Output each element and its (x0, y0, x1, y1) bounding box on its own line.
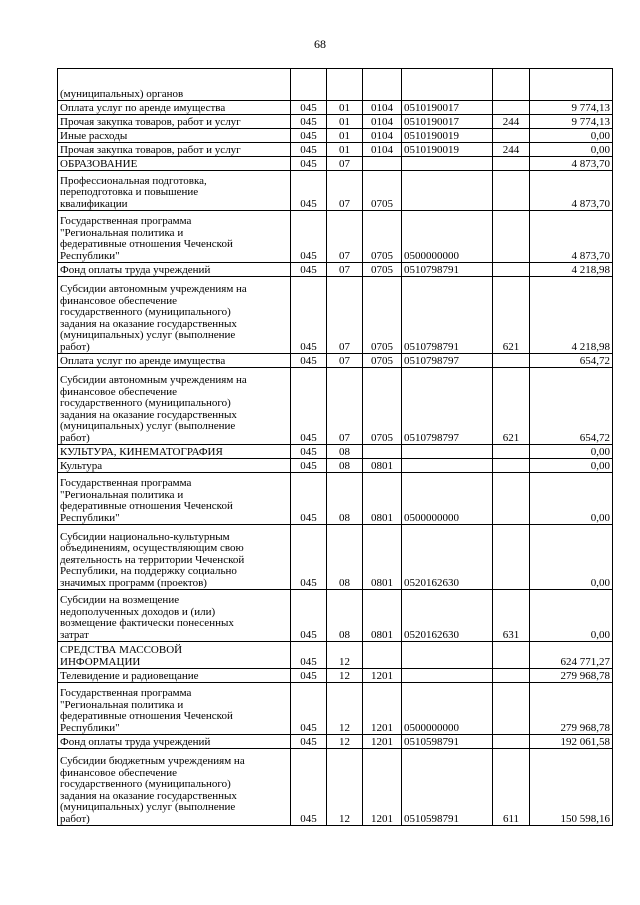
target-article-cell: 0520162630 (402, 525, 493, 590)
expense-type-cell (493, 445, 530, 459)
target-article-cell: 0520162630 (402, 590, 493, 642)
amount-cell: 4 873,70 (530, 171, 613, 211)
target-article-cell: 0510798791 (402, 277, 493, 354)
target-article-cell: 0500000000 (402, 211, 493, 263)
expense-type-cell: 611 (493, 749, 530, 826)
table-row (58, 115, 613, 129)
section-code-cell: 01 (327, 115, 363, 129)
section-code-cell (327, 69, 363, 101)
row-name-cell: Телевидение и радиовещание (58, 669, 291, 683)
row-name-cell: Иные расходы (58, 129, 291, 143)
section-code-cell: 08 (327, 473, 363, 525)
row-name-cell: Культура (58, 459, 291, 473)
row-name-cell: Субсидии на возмещение недополученных доходов и (или) возмещение фактически понесенных затрат (58, 590, 291, 642)
section-code-cell: 12 (327, 735, 363, 749)
expense-type-cell (493, 525, 530, 590)
row-name-cell: КУЛЬТУРА, КИНЕМАТОГРАФИЯ (58, 445, 291, 459)
subsection-code-cell: 0801 (363, 473, 402, 525)
subsection-code-cell: 0705 (363, 211, 402, 263)
amount-cell: 9 774,13 (530, 115, 613, 129)
ministry-code-cell: 045 (291, 642, 327, 669)
amount-cell: 0,00 (530, 590, 613, 642)
row-name-cell: Субсидии автономным учреждениям на финансовое обеспечение государственного (муниципального) задания на оказание государственных (муниципальных) услуг (выполнение работ) (58, 277, 291, 354)
ministry-code-cell: 045 (291, 143, 327, 157)
section-code-cell: 07 (327, 263, 363, 277)
subsection-code-cell: 1201 (363, 735, 402, 749)
amount-cell: 0,00 (530, 459, 613, 473)
expense-type-cell (493, 642, 530, 669)
subsection-code-cell: 0104 (363, 143, 402, 157)
section-code-cell: 01 (327, 143, 363, 157)
section-code-cell: 08 (327, 590, 363, 642)
amount-cell: 0,00 (530, 473, 613, 525)
table-row (58, 749, 613, 826)
target-article-cell: 0510190017 (402, 101, 493, 115)
page-number: 68 (314, 37, 326, 51)
ministry-code-cell: 045 (291, 129, 327, 143)
subsection-code-cell: 0104 (363, 129, 402, 143)
amount-cell: 150 598,16 (530, 749, 613, 826)
target-article-cell: 0510190019 (402, 143, 493, 157)
ministry-code-cell: 045 (291, 590, 327, 642)
budget-table (57, 68, 613, 826)
ministry-code-cell: 045 (291, 735, 327, 749)
table-row (58, 354, 613, 368)
expense-type-cell (493, 211, 530, 263)
subsection-code-cell: 0801 (363, 525, 402, 590)
ministry-code-cell: 045 (291, 459, 327, 473)
target-article-cell: 0510598791 (402, 749, 493, 826)
target-article-cell (402, 445, 493, 459)
row-name-cell: Государственная программа "Региональная политика и федеративные отношения Чеченской Республики" (58, 211, 291, 263)
table-row (58, 69, 613, 101)
subsection-code-cell (363, 642, 402, 669)
table-row (58, 669, 613, 683)
table-row (58, 473, 613, 525)
target-article-cell (402, 459, 493, 473)
ministry-code-cell: 045 (291, 101, 327, 115)
target-article-cell: 0500000000 (402, 473, 493, 525)
ministry-code-cell: 045 (291, 277, 327, 354)
ministry-code-cell: 045 (291, 263, 327, 277)
table-row (58, 683, 613, 735)
ministry-code-cell: 045 (291, 683, 327, 735)
row-name-cell: СРЕДСТВА МАССОВОЙ ИНФОРМАЦИИ (58, 642, 291, 669)
amount-cell: 0,00 (530, 143, 613, 157)
amount-cell: 624 771,27 (530, 642, 613, 669)
target-article-cell (402, 171, 493, 211)
ministry-code-cell: 045 (291, 749, 327, 826)
target-article-cell (402, 69, 493, 101)
subsection-code-cell: 0104 (363, 101, 402, 115)
amount-cell: 4 873,70 (530, 211, 613, 263)
table-row (58, 459, 613, 473)
section-code-cell: 12 (327, 683, 363, 735)
table-row (58, 735, 613, 749)
expense-type-cell: 621 (493, 368, 530, 445)
expense-type-cell (493, 157, 530, 171)
subsection-code-cell: 1201 (363, 669, 402, 683)
table-row (58, 171, 613, 211)
ministry-code-cell: 045 (291, 354, 327, 368)
row-name-cell: Субсидии национально-культурным объединениям, осуществляющим свою деятельность на территории Чеченской Республики, на поддержку социально значимых программ (проектов) (58, 525, 291, 590)
row-name-cell: Оплата услуг по аренде имущества (58, 354, 291, 368)
ministry-code-cell: 045 (291, 445, 327, 459)
subsection-code-cell (363, 69, 402, 101)
table-row (58, 525, 613, 590)
target-article-cell: 0510598791 (402, 735, 493, 749)
subsection-code-cell: 0705 (363, 277, 402, 354)
table-row (58, 263, 613, 277)
expense-type-cell (493, 69, 530, 101)
expense-type-cell (493, 354, 530, 368)
subsection-code-cell: 0104 (363, 115, 402, 129)
ministry-code-cell: 045 (291, 669, 327, 683)
amount-cell: 279 968,78 (530, 669, 613, 683)
section-code-cell: 12 (327, 749, 363, 826)
table-row (58, 157, 613, 171)
subsection-code-cell (363, 157, 402, 171)
table-body (58, 69, 613, 826)
amount-cell: 192 061,58 (530, 735, 613, 749)
row-name-cell: Государственная программа "Региональная политика и федеративные отношения Чеченской Республики" (58, 473, 291, 525)
amount-cell: 0,00 (530, 525, 613, 590)
row-name-cell: Фонд оплаты труда учреждений (58, 735, 291, 749)
subsection-code-cell: 0801 (363, 459, 402, 473)
section-code-cell: 12 (327, 669, 363, 683)
table-row (58, 211, 613, 263)
section-code-cell: 07 (327, 171, 363, 211)
ministry-code-cell: 045 (291, 368, 327, 445)
target-article-cell (402, 157, 493, 171)
row-name-cell: Субсидии автономным учреждениям на финансовое обеспечение государственного (муниципального) задания на оказание государственных (муниципальных) услуг (выполнение работ) (58, 368, 291, 445)
target-article-cell: 0510190017 (402, 115, 493, 129)
subsection-code-cell: 0705 (363, 263, 402, 277)
target-article-cell: 0510798797 (402, 368, 493, 445)
table-row (58, 101, 613, 115)
subsection-code-cell: 1201 (363, 683, 402, 735)
section-code-cell: 07 (327, 277, 363, 354)
expense-type-cell (493, 129, 530, 143)
section-code-cell: 08 (327, 525, 363, 590)
section-code-cell: 01 (327, 129, 363, 143)
amount-cell: 0,00 (530, 129, 613, 143)
expense-type-cell: 244 (493, 115, 530, 129)
row-name-cell: Оплата услуг по аренде имущества (58, 101, 291, 115)
table-row (58, 642, 613, 669)
section-code-cell: 08 (327, 445, 363, 459)
table-row (58, 129, 613, 143)
section-code-cell: 08 (327, 459, 363, 473)
row-name-cell: Прочая закупка товаров, работ и услуг (58, 143, 291, 157)
ministry-code-cell: 045 (291, 171, 327, 211)
expense-type-cell (493, 473, 530, 525)
ministry-code-cell: 045 (291, 525, 327, 590)
section-code-cell: 07 (327, 157, 363, 171)
row-name-cell: Субсидии бюджетным учреждениям на финансовое обеспечение государственного (муниципального) задания на оказание государственных (муниципальных) услуг (выполнение работ) (58, 749, 291, 826)
expense-type-cell: 621 (493, 277, 530, 354)
expense-type-cell (493, 101, 530, 115)
target-article-cell: 0510798791 (402, 263, 493, 277)
row-name-cell: ОБРАЗОВАНИЕ (58, 157, 291, 171)
row-name-cell: Фонд оплаты труда учреждений (58, 263, 291, 277)
row-name-cell: (муниципальных) органов (58, 69, 291, 101)
expense-type-cell: 631 (493, 590, 530, 642)
expense-type-cell (493, 459, 530, 473)
amount-cell: 279 968,78 (530, 683, 613, 735)
target-article-cell (402, 669, 493, 683)
amount-cell (530, 69, 613, 101)
table-row (58, 277, 613, 354)
row-name-cell: Государственная программа "Региональная политика и федеративные отношения Чеченской Республики" (58, 683, 291, 735)
subsection-code-cell: 0705 (363, 354, 402, 368)
expense-type-cell: 244 (493, 143, 530, 157)
ministry-code-cell: 045 (291, 115, 327, 129)
subsection-code-cell: 0801 (363, 590, 402, 642)
ministry-code-cell: 045 (291, 157, 327, 171)
table-row (58, 445, 613, 459)
target-article-cell: 0500000000 (402, 683, 493, 735)
amount-cell: 9 774,13 (530, 101, 613, 115)
section-code-cell: 12 (327, 642, 363, 669)
section-code-cell: 07 (327, 211, 363, 263)
amount-cell: 0,00 (530, 445, 613, 459)
row-name-cell: Профессиональная подготовка, переподготовка и повышение квалификации (58, 171, 291, 211)
subsection-code-cell (363, 445, 402, 459)
table-row (58, 143, 613, 157)
expense-type-cell (493, 683, 530, 735)
ministry-code-cell: 045 (291, 211, 327, 263)
amount-cell: 4 873,70 (530, 157, 613, 171)
section-code-cell: 07 (327, 368, 363, 445)
target-article-cell: 0510190019 (402, 129, 493, 143)
expense-type-cell (493, 171, 530, 211)
amount-cell: 654,72 (530, 354, 613, 368)
ministry-code-cell: 045 (291, 473, 327, 525)
table-row (58, 368, 613, 445)
amount-cell: 654,72 (530, 368, 613, 445)
target-article-cell: 0510798797 (402, 354, 493, 368)
expense-type-cell (493, 263, 530, 277)
section-code-cell: 01 (327, 101, 363, 115)
target-article-cell (402, 642, 493, 669)
ministry-code-cell (291, 69, 327, 101)
subsection-code-cell: 0705 (363, 368, 402, 445)
table-row (58, 590, 613, 642)
expense-type-cell (493, 735, 530, 749)
subsection-code-cell: 0705 (363, 171, 402, 211)
subsection-code-cell: 1201 (363, 749, 402, 826)
expense-type-cell (493, 669, 530, 683)
section-code-cell: 07 (327, 354, 363, 368)
amount-cell: 4 218,98 (530, 263, 613, 277)
amount-cell: 4 218,98 (530, 277, 613, 354)
row-name-cell: Прочая закупка товаров, работ и услуг (58, 115, 291, 129)
